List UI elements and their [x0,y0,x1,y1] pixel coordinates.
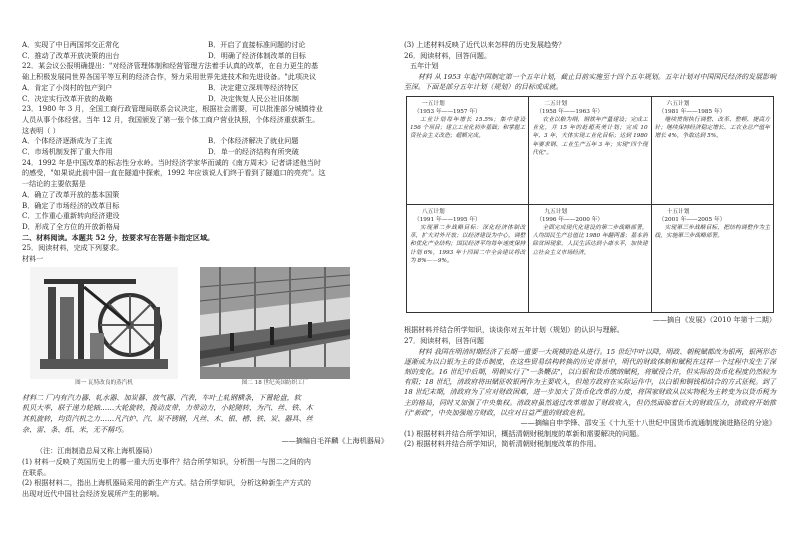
q21-option-row [22,40,388,51]
q25-subquestion-2: (2) 根据材料二，指出上海机器局采用的新生产方式。结合所学知识，分析这种新生产方式的 [22,478,311,488]
figure-2 [200,267,350,387]
option-c: C．决定实行改革开放的战略 [22,93,113,103]
option-c: C．市场机制发挥了重大作用 [22,147,113,157]
q27-material: 材料 我国在明清时期经济了长期一重要一大规模的赴从进行。15 世纪中叶以降，明政、朝税赋都改为银两，银两形态逐渐成为以白银为主的货币制度，在这些贸易结构转换的历史背景中，明代的财政体制和赋税在这样一个过程中发生了深刻的变化。16 世纪中后期，明朝实行了"一条鞭法"，以白银和货币缴纳赋税，将赋役合并，但实际的货币化程度仍然较为有限；18 世纪，清政府将田赋征收银两作为主要收入，但地方政府在实际运作中，以白银和铜钱相结合的方式征税。到了 18 世纪末期，清政府为了应对财政困难，进一步加大了货币化改革的力度，将国家财政从以实物税为主转变为以货币税为主的格局，同时又加强了中央集权。清政府虽然通过改革增加了财政收入，但仍然面临着巨大的财政压力，清政府开始推行"新政"，中央加强地方财政，以应对日益严重的财政危机。 [404,347,776,417]
option-b: B．开启了直接标准问题的讨论 [208,40,306,49]
plan-source: ——摘自《发展》（2010 年第十二期） [652,314,776,324]
plan-years: （1996 年——2000 年） [536,216,604,223]
option-a: A．实现了中日两国邦交正常化 [22,40,120,49]
material-2-text: 材料二 厂内有汽力器、轧水器、加炭器、放气器、汽表，车叶上轧钢横条，下置轮盘，软 [22,392,301,402]
option-b: B．决定建立深圳等经济特区 [208,82,299,92]
q25-subquestion-3: (3) 上述材料反映了近代以来怎样的历史发展趋势？ [404,40,566,49]
option-d: D．决定恢复人民公社旧体制 [208,93,299,103]
q24-stem: 的感受，"如果说此前中国一直在隧道中探索，1992 年应该说人们终于看到了隧道口的亮亮"。这 [22,168,326,178]
plan-title: 九五计划 [544,208,568,215]
table-row [407,204,774,312]
q23-option-row [22,147,388,158]
plan-heading: 五年计划 [410,61,439,71]
q24-stem: 一结论的主要依据是 [22,179,86,189]
plan-text: 实现第三步战略目标，把结构调整作为主线，实施第三步战略部署。 [654,224,770,240]
q27-subquestion-1: (1) 根据材料并结合所学知识，概括清朝财税制度的革新和需要解决的问题。 [404,428,644,438]
figure-2-caption: 图二 18 世纪英国纺织工厂 [241,379,309,386]
plan-text: 农业以粮为纲，钢铁年产量建设；完成工业化，并 15 年的赶超英美计划；完成 10 年、3 年，大体实现工业化目标；达到 1980 年要求钢、工业生产五年 3 年；实现"四个现代化"。 [532,116,648,156]
plan-cell [651,204,773,312]
option-c: C．工作重心重新转向经济建设 [22,211,120,221]
q25-title: 25．阅读材料，完成下列要求。 [22,243,124,253]
q25-subquestion-2: 出现对近代中国社会经济发展所产生的影响。 [22,489,164,499]
material-2-text: 其机旋转，均资汽机之力……凡汽炉、汽、炭不锈钢，凡丝、木、银、槽、铁、炭、器具、丝 [22,414,313,424]
plan-text: 工业计划每年增长 15.5%；集中建设 156 个项目；建立工业化初步基础；和掌握工资社会主义改造；超额完成。 [410,116,526,140]
q27-title: 27．阅读材料，回答问题 [404,335,484,345]
q25-subquestion-1: (1) 材料一反映了英国历史上的哪一重大历史事件？结合所学知识，分析图一与图二之间的内 [22,456,311,466]
material-2-text: 机贝大率，联于递力轮轴……大轮旋转，拨动皮带，力带动力，小轮随转，为汽、丝、铁、木 [22,403,313,413]
q26-material: 材料 从 1953 年起中国制定第一个五年计划，截止目前实施至十四个五年规划。五年计划对中国国民经济的发展影响至深。下面是部分五年计划（规划）的目标或成就。 [404,73,776,92]
plan-years: （2001 年——2005 年） [658,216,726,223]
five-year-plan-table [406,96,774,313]
q22-stem: 础上积极发展同世界各国平等互利的经济合作，努力采用世界先进技术和先进设备。"此项决议 [22,72,317,82]
plan-title: 一五计划 [422,100,445,107]
q21-option-row [22,51,388,62]
option-a: A．确立了改革开放的基本国策 [22,189,120,199]
option-d: D．单一的经济结构有所突破 [208,147,299,157]
q22-option-row [22,83,388,94]
option-a: A．个体经济逐渐成为了主流 [22,136,113,146]
plan-cell [529,204,651,312]
material-label: 材料一 [22,254,44,264]
plan-cell [529,96,651,204]
plan-text: 实现第二步战略目标：深化经济体制改革，扩大对外开放；以经济建设为中心，调整和优化产业结构；国民经济平均每年速度保持计划 6%，1993 年十四届二中全会建议将改为 8%——9%。 [410,224,526,264]
q23-stem: 这表明（ ） [22,125,60,135]
left-column [22,40,388,500]
option-d: D．明确了经济体制改革的目标 [208,50,306,60]
q26-title: 26．阅读材料，回答问题。 [404,50,492,60]
q24-stem: 24．1992 年是中国改革的标志性分水岭。当时经济学家华而诚的《南方周末》记者讲述他当时 [22,157,321,167]
q27-subquestion-2: (2) 根据材料并结合所学知识，简析清朝财税制度改革的作用。 [404,439,601,449]
q27-source: ——摘编自申学锋、邵安玉《十九至十八世纪中国货币流通制度演进路径的分途》 [520,418,776,428]
q22-stem: 22．某会议公报明确提出："对经济管理体制和经营管理方法着手认真的改革，在自力更生的基 [22,61,319,71]
figures-row [22,267,388,393]
textile-factory-illustration [200,267,350,379]
option-d: D．形成了全方位的开放新格局 [22,221,120,231]
q25-subquestion-1: 在联系。 [22,467,51,477]
plan-years: （1991 年——1995 年） [414,216,481,223]
plan-text: 全面完成现代化建设的第二步战略部署，人均国民生产总值比 1980 年翻两番；基本消除贫困现象，人民生活达到小康水平，加快建立社会主义市场经济。 [532,224,648,256]
figure-1 [30,267,178,387]
plan-years: （1958 年——1963 年） [536,108,604,115]
right-column [404,40,776,450]
q23-stem: 人员从事个体经营。当年 12 月，我国颁发了第一张个体工商户营业执照，个体经济重获新生。 [22,114,320,124]
steam-engine-illustration [30,267,178,379]
option-a: A．肯定了小岗村的包产到户 [22,82,113,92]
option-b: B．确定了市场经济的改革目标 [22,200,120,210]
plan-years: （1953 年——1957 年） [414,108,481,115]
plan-title: 二五计划 [544,100,568,107]
option-c: C．推动了改革开放决策的出台 [22,50,120,60]
table-row [407,96,774,204]
material-2-text: 杂、雷、条、纸、米，无不精巧。 [22,424,129,434]
plan-cell [407,204,529,312]
figure-1-caption: 图一 瓦特改良的蒸汽机 [75,379,133,386]
plan-text: 继续贯彻执行调整、改革、整顿、提高方针；继续保持经济稳定增长、工农业总产值年增长 4%，争取达到 5%。 [654,116,770,140]
plan-cell [407,96,529,204]
plan-cell [651,96,773,204]
q23-option-row [22,136,388,147]
q22-option-row [22,94,388,105]
plan-title: 六五计划 [666,100,690,107]
material-note: （注：江南制造总局又称上海机器局） [36,446,157,456]
plan-title: 八五计划 [422,208,445,215]
q23-stem: 23．1980 年 3 月，全国工商行政管理局联系会议决定，根据社会需要，可以批准部分城镇待业 [22,104,323,114]
plan-years: （1981 年——1985 年） [658,108,726,115]
material-2-source: ——摘编自毛祥麟《上海机器局》 [281,435,388,445]
q26-question: 根据材料并结合所学知识，谈谈你对五年计划（规划）的认识与理解。 [404,325,624,335]
plan-title: 十五计划 [666,208,690,215]
section-heading: 二、材料阅读。本题共 52 分，按要求写在答题卡指定区域。 [22,232,215,242]
option-b: B．个体经济解决了就业问题 [208,136,299,146]
